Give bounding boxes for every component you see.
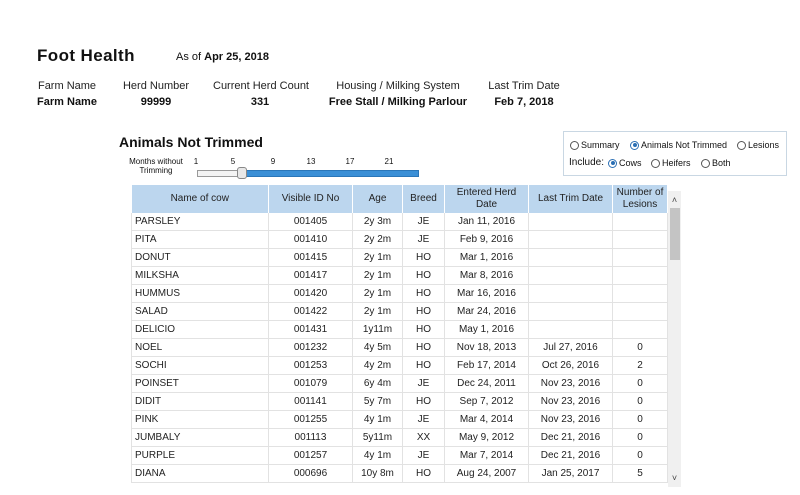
table-cell: JUMBALY (132, 429, 269, 447)
table-cell: HO (403, 249, 445, 267)
table-cell: 5 (613, 465, 668, 483)
table-cell: 001113 (269, 429, 353, 447)
radio-selected-icon (608, 159, 617, 168)
table-row[interactable] (132, 303, 668, 321)
table-cell: XX (403, 429, 445, 447)
table-cell: Nov 23, 2016 (529, 375, 613, 393)
table-cell: 0 (613, 393, 668, 411)
animals-table-container (131, 185, 668, 490)
table-cell: Sep 7, 2012 (445, 393, 529, 411)
table-cell: JE (403, 447, 445, 465)
table-cell: JE (403, 213, 445, 231)
table-cell: Nov 23, 2016 (529, 411, 613, 429)
table-row[interactable] (132, 465, 668, 483)
table-cell: DONUT (132, 249, 269, 267)
radio-icon (701, 159, 710, 168)
radio-both[interactable] (701, 158, 731, 168)
table-cell: 2 (613, 357, 668, 375)
table-cell: DIANA (132, 465, 269, 483)
table-cell: POINSET (132, 375, 269, 393)
table-cell: 0 (613, 375, 668, 393)
column-header[interactable]: Breed (403, 185, 445, 213)
slider-tick: 13 (306, 157, 316, 166)
table-cell: 0 (613, 447, 668, 465)
table-cell: 0 (613, 429, 668, 447)
table-cell: 001417 (269, 267, 353, 285)
table-cell: JE (403, 411, 445, 429)
table-cell: 5y 7m (353, 393, 403, 411)
table-cell (529, 231, 613, 249)
radio-label: Summary (581, 140, 620, 150)
table-cell: 0 (613, 411, 668, 429)
table-cell (613, 249, 668, 267)
table-cell: 1y11m (353, 321, 403, 339)
table-cell: Feb 17, 2014 (445, 357, 529, 375)
herd-count-value: 331 (250, 96, 270, 108)
table-cell: 001079 (269, 375, 353, 393)
table-cell: HUMMUS (132, 285, 269, 303)
table-row[interactable] (132, 339, 668, 357)
table-row[interactable] (132, 357, 668, 375)
table-cell: Jul 27, 2016 (529, 339, 613, 357)
table-cell: PURPLE (132, 447, 269, 465)
table-cell (529, 213, 613, 231)
table-cell: MILKSHA (132, 267, 269, 285)
table-cell: Oct 26, 2016 (529, 357, 613, 375)
table-cell: Dec 24, 2011 (445, 375, 529, 393)
table-cell (529, 285, 613, 303)
table-scrollbar-thumb[interactable] (670, 208, 680, 260)
table-cell: NOEL (132, 339, 269, 357)
column-header[interactable]: Visible ID No (269, 185, 353, 213)
table-cell (529, 249, 613, 267)
include-label: Include: (569, 157, 605, 168)
radio-label: Lesions (748, 140, 780, 150)
radio-lesions[interactable] (737, 140, 779, 150)
table-row[interactable] (132, 213, 668, 231)
scroll-up-icon[interactable]: ˄ (671, 195, 678, 205)
table-cell: May 9, 2012 (445, 429, 529, 447)
table-header-row (132, 185, 668, 213)
table-cell: Dec 21, 2016 (529, 447, 613, 465)
table-cell: PINK (132, 411, 269, 429)
table-cell: Mar 24, 2016 (445, 303, 529, 321)
table-cell: Mar 7, 2014 (445, 447, 529, 465)
table-cell: 2y 1m (353, 285, 403, 303)
table-cell: 6y 4m (353, 375, 403, 393)
table-cell: 001232 (269, 339, 353, 357)
table-row[interactable] (132, 285, 668, 303)
table-cell: DELICIO (132, 321, 269, 339)
table-cell (613, 303, 668, 321)
radio-label: Animals Not Trimmed (641, 140, 728, 150)
table-cell: Mar 4, 2014 (445, 411, 529, 429)
radio-animals-not-trimmed[interactable] (630, 140, 727, 150)
slider-tick: 9 (270, 157, 276, 166)
table-cell: 001410 (269, 231, 353, 249)
table-cell: HO (403, 267, 445, 285)
months-slider-handle[interactable] (237, 167, 247, 179)
herd-number-label: Herd Number (122, 80, 190, 92)
table-row[interactable] (132, 447, 668, 465)
table-row[interactable] (132, 375, 668, 393)
table-cell: Mar 8, 2016 (445, 267, 529, 285)
radio-cows[interactable] (608, 158, 642, 168)
table-cell: 001422 (269, 303, 353, 321)
table-row[interactable] (132, 231, 668, 249)
table-cell: Nov 18, 2013 (445, 339, 529, 357)
table-cell: JE (403, 231, 445, 249)
farm-name-value: Farm Name (37, 96, 97, 108)
months-slider-fill (242, 170, 419, 177)
table-row[interactable] (132, 249, 668, 267)
table-cell: 2y 1m (353, 267, 403, 285)
table-cell: 2y 1m (353, 249, 403, 267)
table-cell: Jan 11, 2016 (445, 213, 529, 231)
table-cell: 4y 1m (353, 411, 403, 429)
radio-icon (651, 159, 660, 168)
table-cell: Aug 24, 2007 (445, 465, 529, 483)
table-row[interactable] (132, 267, 668, 285)
table-cell: Mar 1, 2016 (445, 249, 529, 267)
last-trim-label: Last Trim Date (488, 80, 560, 92)
table-cell: 001255 (269, 411, 353, 429)
column-header[interactable]: Entered Herd Date (445, 185, 529, 213)
table-cell (529, 321, 613, 339)
table-cell (613, 321, 668, 339)
table-cell: 001420 (269, 285, 353, 303)
table-cell: Dec 21, 2016 (529, 429, 613, 447)
herd-count-label: Current Herd Count (213, 80, 309, 92)
housing-value: Free Stall / Milking Parlour (328, 96, 468, 108)
table-cell: 2y 3m (353, 213, 403, 231)
table-cell: HO (403, 303, 445, 321)
herd-number-value: 99999 (140, 96, 172, 108)
table-cell: HO (403, 465, 445, 483)
table-cell (613, 267, 668, 285)
table-cell: Feb 9, 2016 (445, 231, 529, 249)
table-cell: 2y 2m (353, 231, 403, 249)
column-header[interactable]: Age (353, 185, 403, 213)
table-cell: 000696 (269, 465, 353, 483)
animals-table (131, 185, 668, 483)
table-row[interactable] (132, 429, 668, 447)
radio-summary[interactable] (570, 140, 620, 150)
table-cell: Nov 23, 2016 (529, 393, 613, 411)
table-cell: HO (403, 357, 445, 375)
table-cell: 0 (613, 339, 668, 357)
table-cell: 001415 (269, 249, 353, 267)
radio-label: Both (712, 158, 731, 168)
table-cell: 001253 (269, 357, 353, 375)
radio-heifers[interactable] (651, 158, 691, 168)
table-cell (613, 231, 668, 249)
table-cell: May 1, 2016 (445, 321, 529, 339)
as-of-value: Apr 25, 2018 (204, 51, 269, 63)
table-cell: DIDIT (132, 393, 269, 411)
table-cell: 10y 8m (353, 465, 403, 483)
table-cell: PARSLEY (132, 213, 269, 231)
table-cell (613, 213, 668, 231)
table-cell: 4y 5m (353, 339, 403, 357)
radio-icon (737, 141, 746, 150)
section-title: Animals Not Trimmed (119, 134, 263, 150)
last-trim-value: Feb 7, 2018 (494, 96, 554, 108)
table-cell: 4y 1m (353, 447, 403, 465)
table-cell (529, 267, 613, 285)
table-cell: Jan 25, 2017 (529, 465, 613, 483)
radio-icon (570, 141, 579, 150)
table-cell: HO (403, 339, 445, 357)
table-cell: 001141 (269, 393, 353, 411)
table-cell: 2y 1m (353, 303, 403, 321)
slider-tick: 5 (230, 157, 236, 166)
slider-label: Months without Trimming (129, 157, 183, 175)
table-cell (529, 303, 613, 321)
table-cell: 001257 (269, 447, 353, 465)
radio-label: Heifers (662, 158, 691, 168)
column-header[interactable]: Last Trim Date (529, 185, 613, 213)
table-row[interactable] (132, 321, 668, 339)
view-options-panel (563, 131, 787, 176)
table-row[interactable] (132, 411, 668, 429)
table-row[interactable] (132, 393, 668, 411)
slider-tick: 1 (193, 157, 199, 166)
column-header[interactable]: Number of Lesions (613, 185, 668, 213)
slider-tick: 17 (345, 157, 355, 166)
table-cell: 5y11m (353, 429, 403, 447)
page-title: Foot Health (37, 46, 135, 65)
table-cell: 001431 (269, 321, 353, 339)
table-cell: SALAD (132, 303, 269, 321)
as-of-label: As of (176, 51, 202, 63)
slider-tick: 21 (384, 157, 394, 166)
radio-label: Cows (619, 158, 642, 168)
as-of-date (176, 51, 269, 63)
table-cell: SOCHI (132, 357, 269, 375)
farm-name-label: Farm Name (37, 80, 97, 92)
scroll-down-icon[interactable]: ˅ (671, 473, 678, 483)
table-cell (613, 285, 668, 303)
column-header[interactable]: Name of cow (132, 185, 269, 213)
table-cell: JE (403, 375, 445, 393)
table-cell: PITA (132, 231, 269, 249)
table-cell: HO (403, 393, 445, 411)
housing-label: Housing / Milking System (336, 80, 460, 92)
table-cell: 4y 2m (353, 357, 403, 375)
table-cell: HO (403, 285, 445, 303)
table-cell: Mar 16, 2016 (445, 285, 529, 303)
table-cell: HO (403, 321, 445, 339)
table-cell: 001405 (269, 213, 353, 231)
radio-selected-icon (630, 141, 639, 150)
